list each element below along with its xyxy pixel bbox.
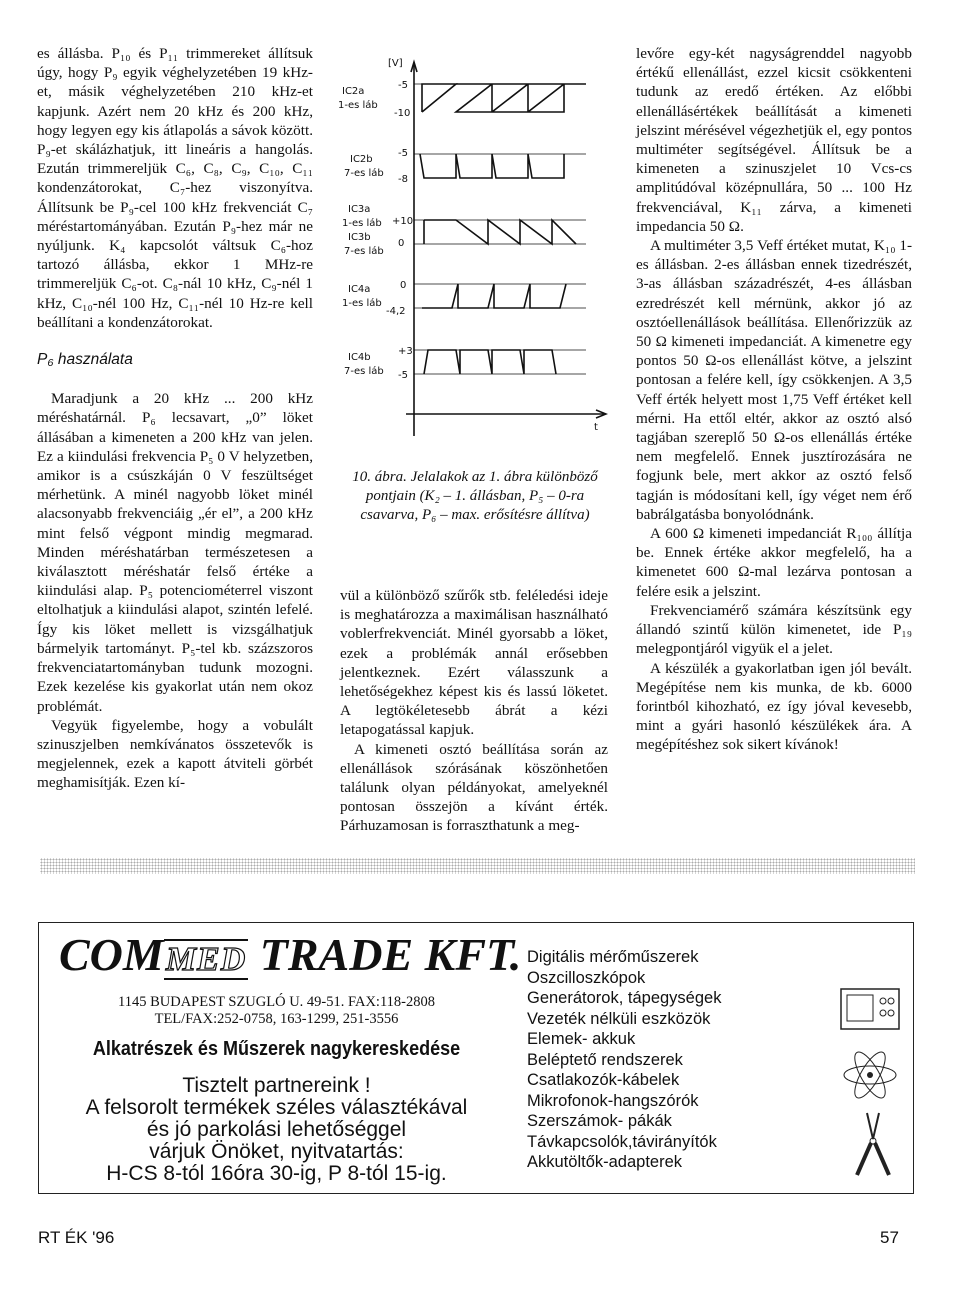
oscilloscope-icon <box>839 983 903 1043</box>
paragraph: Frekvenciamérő számára készítsünk egy állandó szintű külön kimenetet, ide P₁₉ melegpontjáról vigyük el a jelet. <box>636 601 912 658</box>
level-label: -8 <box>398 174 408 185</box>
level-label: -4,2 <box>386 306 406 317</box>
ad-text-line: várjuk Önöket, nyitvatartás: <box>149 1140 404 1163</box>
level-label: +10 <box>392 216 414 227</box>
signal-pin: 1-es láb <box>342 218 382 229</box>
waveform-figure <box>336 44 608 464</box>
signal-pin: 7-es láb <box>344 246 384 257</box>
level-label: -5 <box>398 80 408 91</box>
company-logo: COMMED TRADE KFT. <box>59 929 522 980</box>
level-label: 0 <box>400 280 407 291</box>
paragraph: Maradjunk a 20 kHz ... 200 kHz méréshatárnál. P₆ lecsavart, „0” löket állásában a kimeneten a 200 kHz van jelen. Ez a kiindulási frekvencia P₅ 0 V helyzetben, amikor is a csúszkáján 0 V feszültséget mérhetünk. A minél nagyobb löket minél alacsonyabb frekvenciáig „ér el”, a 200 kHz mint felső végpont mindig megmarad. Minden méréshatárban természetesen a kiválasztott méréshatár felső értéke a kiindulási alap. P₅ potenciométerrel viszont eltolhatjuk a kiindulási alapot, szintén lefelé. Így kis löket mellett is vizsgálhatjuk bármelyik tartományt. P₅-tel kb. százszoros frekvenciatartományban tudunk mozogni. Ezek kezelése kis gyakorlat után nem okoz problémát. <box>37 390 313 715</box>
company-tagline: Alkatrészek és Műszerek nagykereskedése <box>92 1038 461 1060</box>
signal-pin: 7-es láb <box>344 168 384 179</box>
signal-pin: 1-es láb <box>338 100 378 111</box>
product-item: Elemek- akkuk <box>527 1030 636 1048</box>
signal-name: IC3b <box>348 232 371 243</box>
level-label: +3 <box>398 346 413 357</box>
column-2 <box>340 586 608 836</box>
level-label: -10 <box>394 108 411 119</box>
product-item: Generátorok, tápegységek <box>527 989 722 1007</box>
level-label: -5 <box>398 148 408 159</box>
column-1 <box>37 44 313 793</box>
signal-name: IC2a <box>342 86 365 97</box>
time-axis-label: t <box>594 422 598 433</box>
signal-name: IC4b <box>348 352 371 363</box>
product-item: Mikrofonok-hangszórók <box>527 1091 699 1110</box>
paragraph: A 600 Ω kimeneti impedanciát R₁₀₀ állítja be. Ennek értéke akkor megfelelő, ha a kimenetet 600 Ω-mal lezárva pontosan a felére esik a jelszint. <box>636 525 912 600</box>
figure-caption: 10. ábra. Jelalakok az 1. ábra különböző pontjain (K₂ – 1. állásban, P₅ – 0-ra csavarva, P₆ – max. erősítésre állítva) <box>352 469 598 523</box>
column-3 <box>636 44 912 755</box>
paragraph: levőre egy-két nagyságrenddel nagyobb értékű ellenállást, ezzel kicsit csökkenteni tudunk az eredő értéken. Az előbbi ellenállásértékek beállítását a kimeneti jelszint mérésével végezhetjük el, egy pontos multiméter segítségével. Állítsuk be a kimeneten a szinuszjelet 10 Vcs-cs amplitúdóval középnullára, 50 ... 100 Hz frekvenciával, K₁₁ zárva, a kimeneti impedancia 50 Ω. <box>636 45 912 235</box>
company-phone: TEL/FAX:252-0758, 163-1299, 251-3556 <box>154 1011 399 1027</box>
section-heading: P₆ használata <box>37 351 133 369</box>
axis-unit-label: [V] <box>388 58 403 69</box>
paragraph: vül a különböző szűrők stb. feléledési ideje is meghatározza a maximálisan használható voblerfrekvenciát. Minél gyorsabb a löket, ezek a problémák annál erősebben jelentkeznek. Ezért válasszunk a lehetőségekhez képest kis és lassú löketet. A legtökéletesebb ábrát a kézi letapogatással kapjuk. <box>340 587 608 739</box>
opening-hours: H-CS 8-tól 16óra 30-ig, P 8-tól 15-ig. <box>106 1162 447 1185</box>
signal-name: IC4a <box>348 284 371 295</box>
product-item: Szerszámok- pákák <box>527 1112 672 1130</box>
product-item: Oszcilloszkópok <box>527 968 646 987</box>
signal-pin: 7-es láb <box>344 366 384 377</box>
product-item: Csatlakozók-kábelek <box>527 1071 680 1089</box>
atom-icon <box>839 1049 901 1101</box>
paragraph: Vegyük figyelembe, hogy a vobulált szinuszjelben nemkívánatos összetevők is megjelennek, ezek a kapott átviteli görbét meghamisítják. Ezen kí- <box>37 716 313 792</box>
paragraph: A kimeneti osztó beállítása során az ellenállások szórásának köszönhetően találunk olyan példányokat, amelyeknél pontosan összejön a kívánt érték. Párhuzamosan is forraszthatunk a meg- <box>340 740 608 835</box>
footer-publication: RT ÉK '96 <box>38 1228 115 1247</box>
level-label: 0 <box>398 238 405 249</box>
product-item: Távkapcsolók,távirányítók <box>527 1132 717 1151</box>
ad-text-line: A felsorolt termékek széles választékával <box>85 1096 468 1119</box>
product-item: Akkutöltők-adapterek <box>527 1153 683 1171</box>
signal-name: IC2b <box>350 154 373 165</box>
product-item: Vezeték nélküli eszközök <box>527 1009 711 1028</box>
page-number: 57 <box>880 1228 899 1247</box>
ad-text-line: és jó parkolási lehetőséggel <box>146 1118 407 1141</box>
signal-name: IC3a <box>348 204 371 215</box>
level-label: -5 <box>398 370 408 381</box>
pliers-icon <box>845 1109 901 1179</box>
paragraph: A készülék a gyakorlatban igen jól bevált. Megépítése nem kis munka, de kb. 6000 forintból kihozható, ez így jóval kevesebb, mint a gyári hasonló készülékek ára. A megépítéshez sok sikert kívánok! <box>636 659 912 754</box>
ad-greeting: Tisztelt partnereink ! <box>182 1074 371 1097</box>
ad-company-block <box>49 929 522 1185</box>
product-item: Beléptető rendszerek <box>527 1050 683 1069</box>
paragraph: A multiméter 3,5 Veff értéket mutat, K₁₀ 1-es állásban. 2-es állásban ennek tizedrészét, 3-as állásban századrészét, 4-es állásban ezredrészét kell mérnünk, akkor jó az osztóellenállások beállítása. Ellenőrizzük az 50 Ω kimeneti impedanciát. A kimenetre egy pontos 50 Ω-os ellenállást kötve, a jelszint pontosan a felére kell, így csökkenjen. A 3,5 Veff érték helyett most 1,75 Veff értéket kell mérni. Ha ettől eltér, akkor az osztó alsó tagjában szereplő 50 Ω-os ellenállás értéke nem megfelelő. Ennek jusztírozására ne fogjunk bele, mert akkor az osztó felső tagján is módosítani kell, így véget nem érő babrálgatásba bonyolódnánk. <box>636 237 912 523</box>
signal-pin: 1-es láb <box>342 298 382 309</box>
company-address: 1145 BUDAPEST SZUGLÓ U. 49-51. FAX:118-2808 <box>118 994 435 1010</box>
advertisement-box <box>38 922 914 1194</box>
paragraph: es állásba. P₁₀ és P₁₁ trimmereket állítsuk úgy, hogy P₉ egyik véghelyzetében 19 kHz-et, másik véghelyzetében 210 kHz-et kapjunk. Azért nem 20 kHz és 200 kHz, hogy legyen egy kis átlapolás a sávok között. P₉-et skálázhatjuk, itt lineáris a hangolás. Ezután trimmereljük C₆, C₈, C₉, C₁₀, C₁₁ kondenzátorokat, C₇-hez viszonyítva. Állítsunk be P₉-cel 100 kHz frekvenciát C₇ méréstartományában. Ezután P₉-hez már ne nyúljunk. K₄ kapcsolót váltsuk C₆-hoz tartozó állásba, ekkor 1 MHz-re trimmereljük C₆-ot. C₈-nál 10 kHz, C₉-nél 1 kHz, C₁₀-nél 100 Hz, C₁₁-nél 10 Hz-re kell beállítani a kondenzátorokat. <box>37 45 313 331</box>
dotted-divider <box>40 858 915 874</box>
product-item: Digitális mérőműszerek <box>527 948 699 966</box>
